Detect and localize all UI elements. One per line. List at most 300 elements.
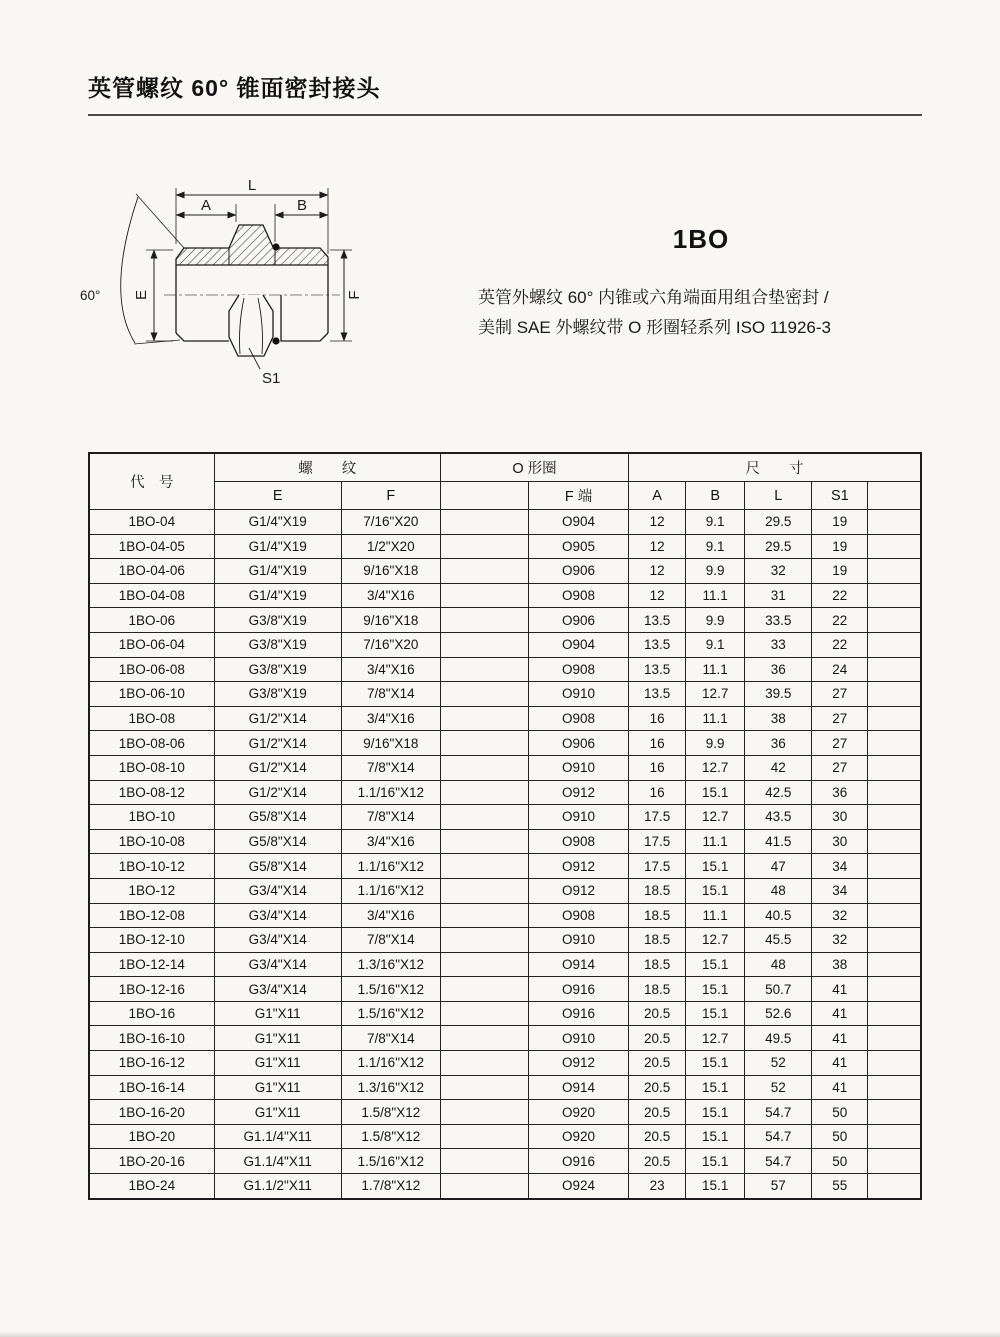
table-cell	[440, 706, 528, 731]
table-cell: 30	[812, 805, 868, 830]
header-thread-group: 螺 纹	[214, 453, 440, 482]
table-row	[89, 510, 921, 535]
table-cell: O916	[528, 1001, 628, 1026]
table-cell: 1.5/8"X12	[341, 1100, 440, 1125]
table-cell: 41	[812, 1026, 868, 1051]
header-oring-group: O 形圈	[440, 453, 628, 482]
table-cell: 9/16"X18	[341, 559, 440, 584]
header-code: 代 号	[89, 453, 214, 510]
table-cell	[868, 583, 921, 608]
table-cell: 1BO-08-06	[89, 731, 214, 756]
table-row	[89, 706, 921, 731]
table-cell: G1"X11	[214, 1100, 341, 1125]
table-cell: 1.1/16"X12	[341, 878, 440, 903]
table-cell	[440, 1149, 528, 1174]
table-cell	[868, 780, 921, 805]
table-row	[89, 632, 921, 657]
table-cell: G1/2"X14	[214, 706, 341, 731]
table-row	[89, 1174, 921, 1199]
table-cell: 32	[812, 903, 868, 928]
table-cell: 50.7	[745, 977, 812, 1002]
table-cell	[868, 1100, 921, 1125]
table-cell: 54.7	[745, 1149, 812, 1174]
table-cell: 11.1	[686, 903, 745, 928]
table-header-row-groups	[89, 453, 921, 482]
table-cell	[868, 1124, 921, 1149]
table-cell	[440, 1051, 528, 1076]
table-cell: 12.7	[686, 805, 745, 830]
table-cell: 3/4"X16	[341, 583, 440, 608]
table-cell: 54.7	[745, 1100, 812, 1125]
right-thread-outline	[281, 295, 328, 341]
dim-label-S1: S1	[262, 370, 281, 387]
table-cell	[868, 1051, 921, 1076]
table-cell	[868, 706, 921, 731]
table-cell: O910	[528, 755, 628, 780]
table-cell: 1BO-08	[89, 706, 214, 731]
table-cell: 57	[745, 1174, 812, 1199]
table-cell: G1/2"X14	[214, 780, 341, 805]
table-cell: 24	[812, 657, 868, 682]
table-cell	[868, 1001, 921, 1026]
table-row	[89, 755, 921, 780]
table-cell: 27	[812, 682, 868, 707]
table-cell	[868, 854, 921, 879]
table-cell: 16	[629, 706, 686, 731]
header-dims-group: 尺 寸	[629, 453, 921, 482]
table-cell: 18.5	[629, 928, 686, 953]
table-cell: O905	[528, 534, 628, 559]
header-sub-F-end: F 端	[528, 482, 628, 510]
table-cell: 15.1	[686, 977, 745, 1002]
table-cell	[440, 829, 528, 854]
table-cell: G1/4"X19	[214, 583, 341, 608]
table-cell	[440, 903, 528, 928]
oring-dot-bottom	[272, 337, 279, 344]
table-cell: 12.7	[686, 755, 745, 780]
table-cell: 27	[812, 755, 868, 780]
table-cell: 16	[629, 731, 686, 756]
table-cell: 9.1	[686, 510, 745, 535]
table-cell: 43.5	[745, 805, 812, 830]
table-cell: 32	[745, 559, 812, 584]
table-cell: 50	[812, 1124, 868, 1149]
table-cell: 47	[745, 854, 812, 879]
table-cell	[868, 928, 921, 953]
table-cell: 1.5/16"X12	[341, 977, 440, 1002]
table-cell: G3/8"X19	[214, 657, 341, 682]
table-cell: 15.1	[686, 854, 745, 879]
table-cell: 20.5	[629, 1124, 686, 1149]
table-cell: 11.1	[686, 657, 745, 682]
table-cell: 29.5	[745, 534, 812, 559]
table-cell: O924	[528, 1174, 628, 1199]
table-row	[89, 682, 921, 707]
table-cell	[868, 682, 921, 707]
dim-label-F: F	[346, 290, 363, 300]
upper-section-hatched	[176, 225, 328, 265]
table-cell: 50	[812, 1149, 868, 1174]
table-cell	[868, 510, 921, 535]
table-cell: 12	[629, 534, 686, 559]
table-cell: 27	[812, 731, 868, 756]
spec-table	[88, 452, 922, 1200]
table-cell: 13.5	[629, 608, 686, 633]
table-cell: 1.3/16"X12	[341, 1075, 440, 1100]
table-cell: 34	[812, 854, 868, 879]
table-cell: 31	[745, 583, 812, 608]
table-cell: 45.5	[745, 928, 812, 953]
table-cell: 15.1	[686, 1124, 745, 1149]
table-cell: 1BO-04	[89, 510, 214, 535]
table-cell: 11.1	[686, 829, 745, 854]
table-cell: 40.5	[745, 903, 812, 928]
table-cell: 18.5	[629, 903, 686, 928]
header-sub-E: E	[214, 482, 341, 510]
table-cell: 1.1/16"X12	[341, 854, 440, 879]
table-cell: 39.5	[745, 682, 812, 707]
table-cell: 3/4"X16	[341, 706, 440, 731]
table-cell: 9.9	[686, 559, 745, 584]
table-cell: O912	[528, 780, 628, 805]
table-cell: O910	[528, 682, 628, 707]
table-cell	[868, 805, 921, 830]
table-cell: 7/16"X20	[341, 632, 440, 657]
table-cell: 30	[812, 829, 868, 854]
table-cell	[440, 1075, 528, 1100]
model-description	[478, 283, 924, 343]
table-row	[89, 903, 921, 928]
fitting-diagram	[76, 164, 426, 404]
table-cell: O906	[528, 731, 628, 756]
table-cell: 13.5	[629, 632, 686, 657]
model-description-line2: 美制 SAE 外螺纹带 O 形圈轻系列 ISO 11926-3	[478, 318, 831, 337]
table-cell: 32	[812, 928, 868, 953]
table-cell: 1BO-04-05	[89, 534, 214, 559]
table-cell: 11.1	[686, 706, 745, 731]
table-cell: O912	[528, 1051, 628, 1076]
table-cell: O910	[528, 1026, 628, 1051]
table-cell: O914	[528, 1075, 628, 1100]
table-cell: 9.9	[686, 731, 745, 756]
table-row	[89, 854, 921, 879]
table-cell: 1BO-16-10	[89, 1026, 214, 1051]
table-cell	[440, 928, 528, 953]
table-cell: 23	[629, 1174, 686, 1199]
table-cell: 1.1/16"X12	[341, 1051, 440, 1076]
table-cell: O914	[528, 952, 628, 977]
table-cell: O904	[528, 510, 628, 535]
model-description-line1: 英管外螺纹 60° 内锥或六角端面用组合垫密封 /	[478, 288, 829, 307]
table-cell: 38	[812, 952, 868, 977]
table-cell: 1.1/16"X12	[341, 780, 440, 805]
table-cell: 20.5	[629, 1026, 686, 1051]
table-cell: O908	[528, 657, 628, 682]
table-cell: 1BO-10-12	[89, 854, 214, 879]
table-cell	[440, 1124, 528, 1149]
table-cell	[868, 632, 921, 657]
dim-label-L: L	[247, 177, 257, 194]
table-cell	[868, 952, 921, 977]
dim-label-B: B	[296, 197, 308, 214]
header-sub-blank2	[868, 482, 921, 510]
table-cell: 1BO-20-16	[89, 1149, 214, 1174]
table-cell	[868, 1174, 921, 1199]
table-row	[89, 977, 921, 1002]
table-cell: 7/8"X14	[341, 1026, 440, 1051]
table-cell: 52.6	[745, 1001, 812, 1026]
header-sub-S1: S1	[812, 482, 868, 510]
table-cell: 15.1	[686, 1149, 745, 1174]
table-cell: O910	[528, 805, 628, 830]
table-cell: 1BO-12-10	[89, 928, 214, 953]
table-row	[89, 952, 921, 977]
table-cell	[440, 559, 528, 584]
table-cell: 19	[812, 559, 868, 584]
table-cell	[440, 1026, 528, 1051]
table-cell: 13.5	[629, 682, 686, 707]
table-cell: O920	[528, 1124, 628, 1149]
table-cell: G1"X11	[214, 1001, 341, 1026]
fitting-drawing-svg	[76, 164, 426, 404]
table-row	[89, 657, 921, 682]
table-cell: 3/4"X16	[341, 903, 440, 928]
model-block	[478, 224, 924, 343]
table-cell: G3/8"X19	[214, 608, 341, 633]
table-cell: 50	[812, 1100, 868, 1125]
table-cell: 18.5	[629, 952, 686, 977]
table-cell: 1BO-10	[89, 805, 214, 830]
table-cell: 1.5/16"X12	[341, 1149, 440, 1174]
table-cell: 15.1	[686, 1174, 745, 1199]
table-cell: 20.5	[629, 1001, 686, 1026]
table-cell: 42.5	[745, 780, 812, 805]
table-cell: 3/4"X16	[341, 829, 440, 854]
table-cell	[868, 559, 921, 584]
table-cell: G1"X11	[214, 1026, 341, 1051]
table-cell	[868, 1149, 921, 1174]
table-cell: 36	[812, 780, 868, 805]
table-cell: O908	[528, 829, 628, 854]
table-cell: 1BO-16-12	[89, 1051, 214, 1076]
table-row	[89, 928, 921, 953]
table-cell: 41.5	[745, 829, 812, 854]
table-cell: 1BO-12	[89, 878, 214, 903]
table-cell	[440, 632, 528, 657]
table-cell: G1"X11	[214, 1075, 341, 1100]
table-cell: 20.5	[629, 1100, 686, 1125]
table-cell: G1/4"X19	[214, 534, 341, 559]
table-row	[89, 1026, 921, 1051]
table-cell: 12	[629, 583, 686, 608]
table-cell: 48	[745, 952, 812, 977]
table-cell: 1.5/16"X12	[341, 1001, 440, 1026]
table-cell: G5/8"X14	[214, 805, 341, 830]
table-cell: G1"X11	[214, 1051, 341, 1076]
table-cell: 7/8"X14	[341, 755, 440, 780]
model-code: 1BO	[672, 224, 730, 254]
table-cell: G5/8"X14	[214, 854, 341, 879]
table-cell: 52	[745, 1075, 812, 1100]
table-cell: 27	[812, 706, 868, 731]
table-cell: 20.5	[629, 1075, 686, 1100]
table-cell	[440, 1174, 528, 1199]
table-cell: 1BO-04-06	[89, 559, 214, 584]
table-cell	[868, 755, 921, 780]
table-cell: 1BO-16-20	[89, 1100, 214, 1125]
table-cell: 17.5	[629, 854, 686, 879]
table-row	[89, 780, 921, 805]
table-cell	[868, 1026, 921, 1051]
table-row	[89, 559, 921, 584]
table-cell: O920	[528, 1100, 628, 1125]
table-cell	[868, 657, 921, 682]
table-body	[89, 510, 921, 1199]
table-cell: 17.5	[629, 829, 686, 854]
table-cell: G1/2"X14	[214, 731, 341, 756]
table-cell: 22	[812, 583, 868, 608]
table-cell: 15.1	[686, 1075, 745, 1100]
table-cell	[440, 608, 528, 633]
page-title: 英管螺纹 60° 锥面密封接头	[88, 75, 381, 101]
table-cell: 7/8"X14	[341, 682, 440, 707]
table-cell: 38	[745, 706, 812, 731]
table-cell	[440, 534, 528, 559]
table-cell: G1.1/2"X11	[214, 1174, 341, 1199]
table-cell: O916	[528, 1149, 628, 1174]
table-cell: 9.1	[686, 534, 745, 559]
table-header-row-sub	[89, 482, 921, 510]
table-row	[89, 1051, 921, 1076]
table-cell	[440, 755, 528, 780]
table-cell: 1BO-10-08	[89, 829, 214, 854]
table-cell: 42	[745, 755, 812, 780]
table-cell: 18.5	[629, 878, 686, 903]
table-cell	[440, 854, 528, 879]
table-cell: 11.1	[686, 583, 745, 608]
table-cell	[868, 977, 921, 1002]
table-cell: 1BO-06-10	[89, 682, 214, 707]
table-cell	[868, 878, 921, 903]
left-thread-outline	[176, 333, 229, 341]
table-cell: 29.5	[745, 510, 812, 535]
table-row	[89, 608, 921, 633]
table-cell: G3/4"X14	[214, 952, 341, 977]
table-cell	[868, 829, 921, 854]
table-cell: 48	[745, 878, 812, 903]
table-cell: 12.7	[686, 928, 745, 953]
table-cell: O906	[528, 559, 628, 584]
table-cell: 1BO-16	[89, 1001, 214, 1026]
table-cell: 15.1	[686, 952, 745, 977]
table-cell	[440, 510, 528, 535]
dim-label-A: A	[200, 197, 212, 214]
table-cell: 1.3/16"X12	[341, 952, 440, 977]
table-cell	[440, 780, 528, 805]
table-cell: 33	[745, 632, 812, 657]
table-cell: 1/2"X20	[341, 534, 440, 559]
table-cell: 1BO-24	[89, 1174, 214, 1199]
table-row	[89, 534, 921, 559]
table-cell: 1.7/8"X12	[341, 1174, 440, 1199]
oring-dot-top	[272, 243, 279, 250]
table-cell: 19	[812, 510, 868, 535]
table-cell: 1BO-12-14	[89, 952, 214, 977]
table-cell: 33.5	[745, 608, 812, 633]
table-cell: 7/16"X20	[341, 510, 440, 535]
table-cell	[440, 977, 528, 1002]
table-cell: 15.1	[686, 1051, 745, 1076]
table-cell: 9/16"X18	[341, 608, 440, 633]
table-cell	[868, 903, 921, 928]
table-cell: 41	[812, 1001, 868, 1026]
table-cell: 20.5	[629, 1149, 686, 1174]
table-cell: O916	[528, 977, 628, 1002]
table-cell	[868, 731, 921, 756]
table-row	[89, 878, 921, 903]
table-cell: O910	[528, 928, 628, 953]
table-cell: 1BO-06	[89, 608, 214, 633]
table-cell: 9.9	[686, 608, 745, 633]
table-cell: 15.1	[686, 780, 745, 805]
hex-outline	[229, 295, 273, 356]
table-cell: 1BO-06-04	[89, 632, 214, 657]
header-sub-B: B	[686, 482, 745, 510]
table-cell: 15.1	[686, 1100, 745, 1125]
table-row	[89, 583, 921, 608]
table-cell: O912	[528, 878, 628, 903]
table-cell: G3/4"X14	[214, 878, 341, 903]
table-cell: G3/8"X19	[214, 632, 341, 657]
table-cell: 54.7	[745, 1124, 812, 1149]
table-cell	[440, 878, 528, 903]
angle-label: 60°	[80, 288, 101, 303]
table-cell: 1BO-20	[89, 1124, 214, 1149]
angle-arc	[121, 197, 138, 343]
table-cell: 7/8"X14	[341, 805, 440, 830]
table-cell: 36	[745, 657, 812, 682]
table-row	[89, 1075, 921, 1100]
table-cell: G3/4"X14	[214, 903, 341, 928]
table-cell: G1/4"X19	[214, 510, 341, 535]
table-cell: 1BO-12-08	[89, 903, 214, 928]
table-cell: G1/2"X14	[214, 755, 341, 780]
table-cell: G3/8"X19	[214, 682, 341, 707]
header-sub-L: L	[745, 482, 812, 510]
table-cell: 12	[629, 510, 686, 535]
table-cell: 16	[629, 755, 686, 780]
table-cell: 41	[812, 977, 868, 1002]
table-cell: 19	[812, 534, 868, 559]
table-row	[89, 1124, 921, 1149]
table-cell	[440, 952, 528, 977]
title-rule	[88, 114, 922, 116]
table-cell	[440, 805, 528, 830]
table-cell: 36	[745, 731, 812, 756]
table-cell	[440, 1100, 528, 1125]
table-cell: 13.5	[629, 657, 686, 682]
table-cell: 12.7	[686, 1026, 745, 1051]
table-cell: 1BO-16-14	[89, 1075, 214, 1100]
table-cell: 55	[812, 1174, 868, 1199]
table-cell	[868, 608, 921, 633]
table-cell	[440, 583, 528, 608]
table-cell: 1BO-12-16	[89, 977, 214, 1002]
table-cell: 1BO-04-08	[89, 583, 214, 608]
table-cell: 9.1	[686, 632, 745, 657]
table-cell: 1BO-06-08	[89, 657, 214, 682]
table-cell	[868, 1075, 921, 1100]
